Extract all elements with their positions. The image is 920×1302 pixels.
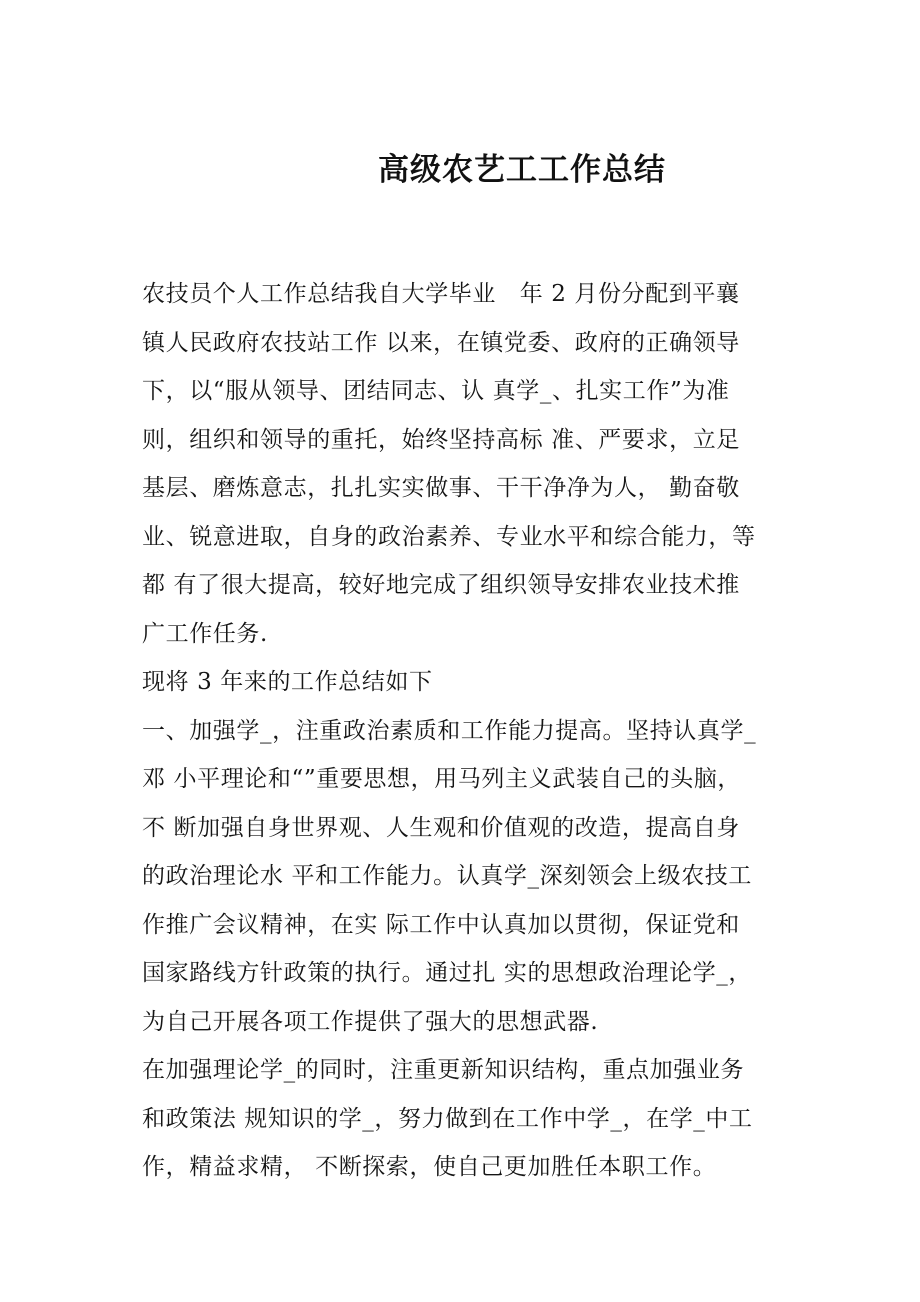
body-line: 邓 小平理论和“”重要思想，用马列主义武装自己的头脑， (142, 766, 742, 792)
body-line: 业、锐意进取，自身的政治素养、专业水平和综合能力，等 (142, 523, 756, 550)
body-line: 镇人民政府农技站工作 以来，在镇党委、政府的正确领导 (142, 329, 740, 356)
body-line: 为自己开展各项工作提供了强大的思想武器. (142, 1008, 599, 1035)
body-line: 都 有了很大提高，较好地完成了组织领导安排农业技术推 (142, 572, 740, 598)
body-line: 广工作任务. (142, 620, 268, 647)
body-line: 则，组织和领导的重托，始终坚持高标 准、严要求，立足 (142, 426, 740, 453)
body-line: 下，以“服从领导、团结同志、认 真学_、扎实工作”为准 (142, 378, 730, 404)
body-line: 的政治理论水 平和工作能力。认真学_深刻领会上级农技工 (142, 863, 753, 889)
body-line: 作推广会议精神，在实 际工作中认真加以贯彻，保证党和 (142, 911, 740, 938)
body-line: 现将 3 年来的工作总结如下 (142, 669, 433, 695)
body-line: 农技员个人工作总结我自大学毕业 年 2 月份分配到平襄 (142, 281, 740, 307)
body-line: 作，精益求精， 不断探索，使自己更加胜任本职工作。 (142, 1154, 717, 1180)
body-line: 一、加强学_，注重政治素质和工作能力提高。坚持认真学_ (142, 717, 757, 744)
body-line: 和政策法 规知识的学_，努力做到在工作中学_，在学_中工 (142, 1105, 753, 1132)
body-line: 基层、磨炼意志，扎扎实实做事、干干净净为人， 勤奋敬 (142, 475, 740, 501)
body-line: 在加强理论学_的同时，注重更新知识结构，重点加强业务 (142, 1057, 745, 1083)
document-title: 高级农艺工工作总结 (378, 152, 666, 188)
document-body (142, 270, 792, 1192)
body-line: 国家路线方针政策的执行。通过扎 实的思想政治理论学_， (142, 960, 753, 986)
body-line: 不 断加强自身世界观、人生观和价值观的改造，提高自身 (142, 814, 740, 841)
